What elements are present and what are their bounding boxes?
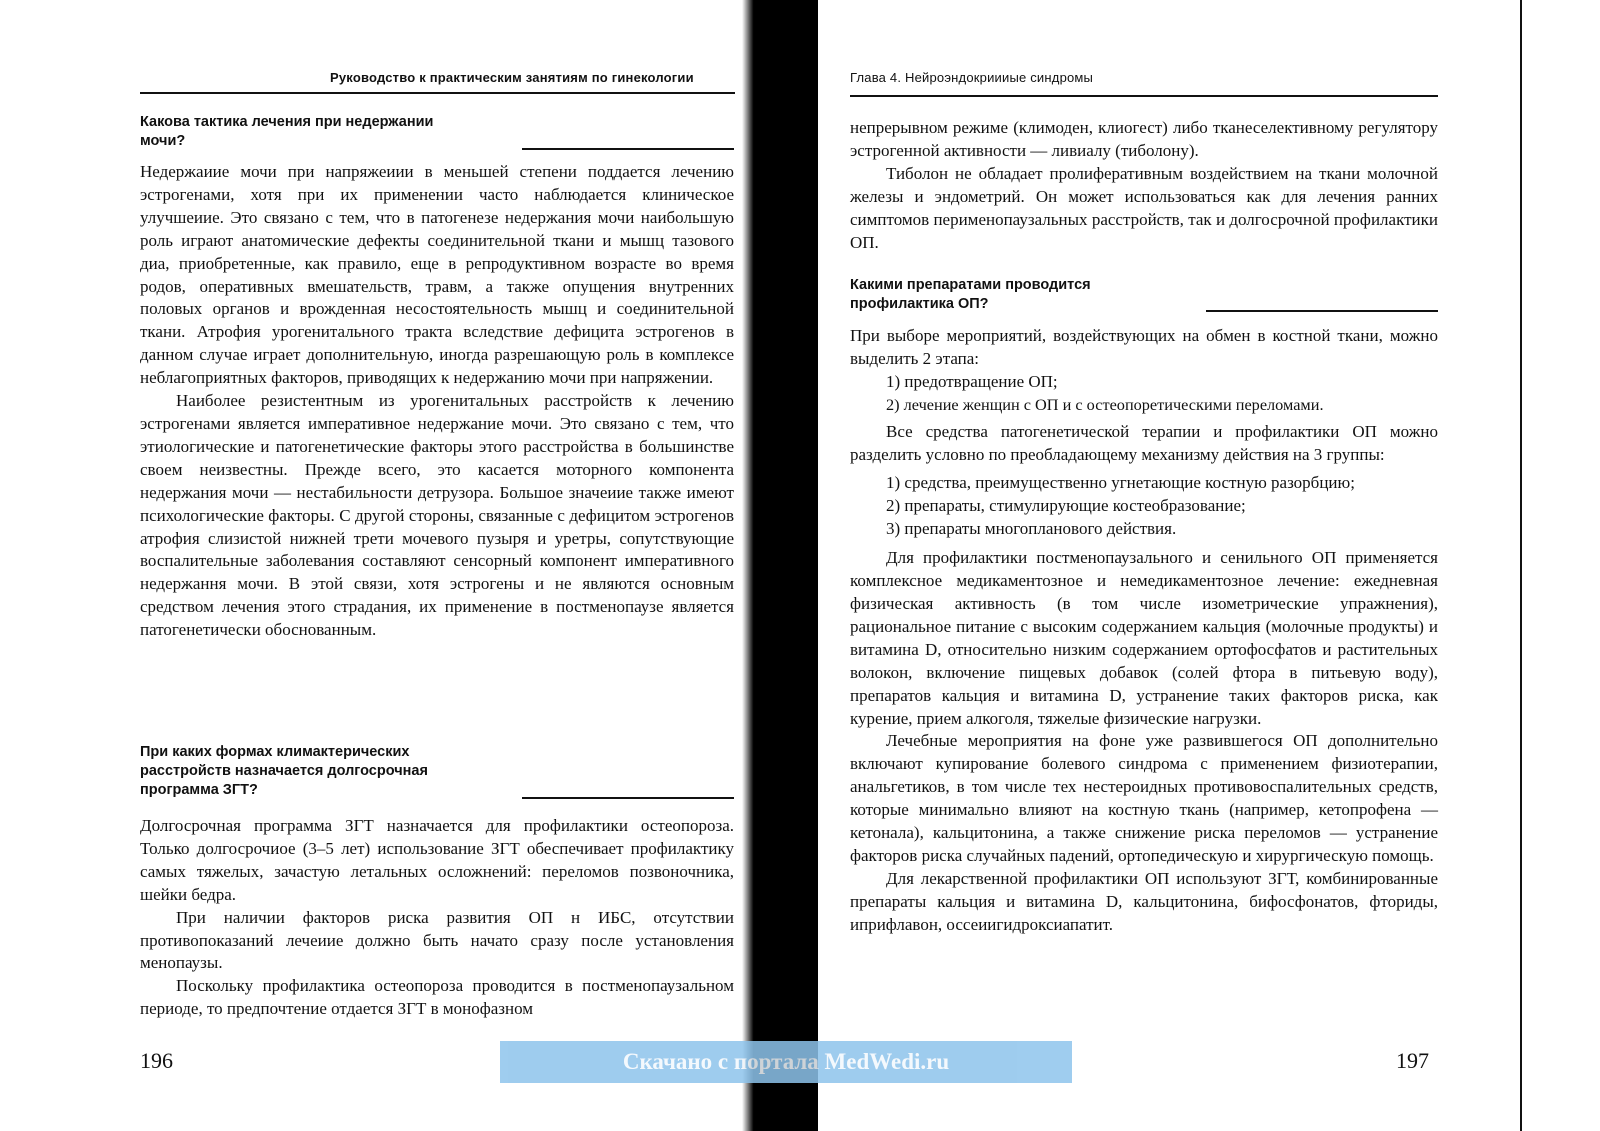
- question-line: Какова тактика лечения при недержании: [140, 114, 434, 130]
- paragraph: Поскольку профилактика остеопороза проводится в постменопаузальном периоде, то предпочтение отдается ЗГТ в монофазном: [140, 976, 734, 1019]
- list-item: 2) препараты, стимулирующие костеобразование;: [886, 496, 1246, 516]
- question-rule: [522, 797, 734, 799]
- question-line: профилактика ОП?: [850, 296, 989, 312]
- paragraph: Для лекарственной профилактики ОП используют ЗГТ, комбинированные препараты кальция и витамина D, кальцитонина, бифосфонатов, фториды, иприфлавон, оссеиигидроксиапатит.: [850, 868, 1438, 934]
- question-line: мочи?: [140, 133, 186, 149]
- question-line: программа ЗГТ?: [140, 782, 258, 798]
- body-text: [140, 161, 734, 642]
- question-rule: [522, 148, 734, 150]
- running-header: Руководство к практическим занятиям по гинекологии: [330, 70, 694, 85]
- list-item: 2) лечение женщин с ОП и с остеопоретическими переломами.: [886, 394, 1324, 414]
- body-text: [850, 325, 1438, 937]
- list-item: 1) средства, преимущественно угнетающие костную разорбцию;: [886, 473, 1355, 493]
- list-item: 1) предотвращение ОП;: [886, 371, 1058, 391]
- page-edge-line: [1520, 0, 1522, 1131]
- right-page: [818, 0, 1600, 1131]
- paragraph: При наличии факторов риска развития ОП н ИБС, отсутствии противопоказаний лечеиие должно быть начато сразу после установления менопаузы.: [140, 907, 734, 973]
- body-text: [140, 815, 734, 1021]
- paragraph: Недержаиие мочи при напряжеиии в меньшей степени поддается лечению эстрогенами, хотя при их применении часто наблюдается клиническое улучшеиие. Это связано с тем, что в патогенезе недержания мочи наибольшую роль играют анатомические дефекты соединительной ткани и мышц тазового диа, приобретенные, как правило, еще в репродуктивном возрасте во время родов, оперативных вмешательств, травм, а также опущения внутренних половых органов и врожденная несостоятельность мышц и соединительной ткани. Атрофия урогенитального тракта вследствие дефицита эстрогенов в данном случае играет дополнительную, иногда разрешающую роль в комплексе неблагоприятных факторов, приводящих к недержанию мочи при напряжении.: [140, 162, 734, 388]
- watermark-banner: Скачано с портала MedWedi.ru: [500, 1041, 1072, 1083]
- question-line: расстройств назначается долгосрочная: [140, 763, 428, 779]
- paragraph: Лечебные мероприятия на фоне уже развившегося ОП дополнительно включают купирование болевого синдрома с применением физиотерапии, анальгетиков, в том числе тех нестероидных противовоспалительных средств, которые минимально влияют на костную ткань (например, кетопрофена — кетонала), кальцитонина, а также снижение риска переломов — устранение факторов риска случайных падений, ортопедическую и хирургическую помощь.: [850, 731, 1438, 865]
- list-item: 3) препараты многопланового действия.: [886, 519, 1177, 539]
- header-rule: [140, 92, 735, 94]
- left-page: [0, 0, 770, 1131]
- paragraph: Долгосрочная программа ЗГТ назначается для профилактики остеопороза. Только долгосрочиое (3–5 лет) использование ЗГТ обеспечивает профилактику самых тяжелых, зачастую летальных осложнений: переломов позвоночника, шейки бедра.: [140, 816, 734, 904]
- book-gutter-shadow: [760, 0, 818, 30]
- question-heading: [850, 276, 1230, 314]
- question-line: При каких формах климактерических: [140, 744, 410, 760]
- page-number: 196: [140, 1048, 173, 1073]
- paragraph: Наиболее резистентным из урогенитальных расстройств к лечению эстрогенами является императивное недержание мочи. Это связано с тем, что этиологические и патогенетические факторы этого расстройства в большинстве своем неизвестны. Прежде всего, это касается моторного компонента недержания мочи — нестабильности детрузора. Большое значеиие также имеют психологические факторы. С другой стороны, связанные с дефицитом эстрогенов атрофия слизистой нижней трети мочевого пузыря и уретры, сопутствующие воспалительные заболевания составляют сенсорный компонент императивного недержання мочи. В этой связи, хотя эстрогены и не являются основным средством лечения этого страдания, их применение в постменопаузе является патогенетически обоснованным.: [140, 391, 734, 640]
- running-header: Глава 4. Нейроэндокриииые синдромы: [850, 70, 1094, 85]
- paragraph: Для профилактики постменопаузального и сенильного ОП применяется комплексное медикаментозное и немедикаментозное лечение: ежедневная физическая активность (в том числе изометрические упражнения), рациональное питание с высоким содержанием кальция (молочные продукты) и витамина D, относительно низким содержанием ортофосфатов и растительных волокон, включение пищевых добавок (солей фтора в питьевую воду), препаратов кальция и витамина D, устранение таких факторов риска, как курение, прием алкоголя, тяжелые физические нагрузки.: [850, 548, 1438, 728]
- question-line: Какими препаратами проводится: [850, 277, 1091, 293]
- body-text: [850, 117, 1438, 254]
- paragraph: Тиболон не обладает пролиферативным воздействием на ткани молочной железы и эндометрий. Он может использоваться как для лечения ранних симптомов перименопаузальных расстройств, так и долгосрочной профилактики ОП.: [850, 163, 1438, 252]
- paragraph: непрерывном режиме (климоден, клиогест) либо тканеселективному регулятору эстрогенной активности — ливиалу (тиболону).: [850, 118, 1438, 160]
- page-number: 197: [1396, 1048, 1429, 1073]
- question-rule: [1206, 310, 1438, 312]
- paragraph: При выборе мероприятий, воздействующих на обмен в костной ткани, можно выделить 2 этапа:: [850, 326, 1438, 368]
- question-heading: [140, 113, 520, 151]
- paragraph: Все средства патогенетической терапии и профилактики ОП можно разделить условно по преобладающему механизму действия на 3 группы:: [850, 421, 1438, 464]
- question-heading: [140, 743, 540, 800]
- header-rule: [850, 95, 1438, 97]
